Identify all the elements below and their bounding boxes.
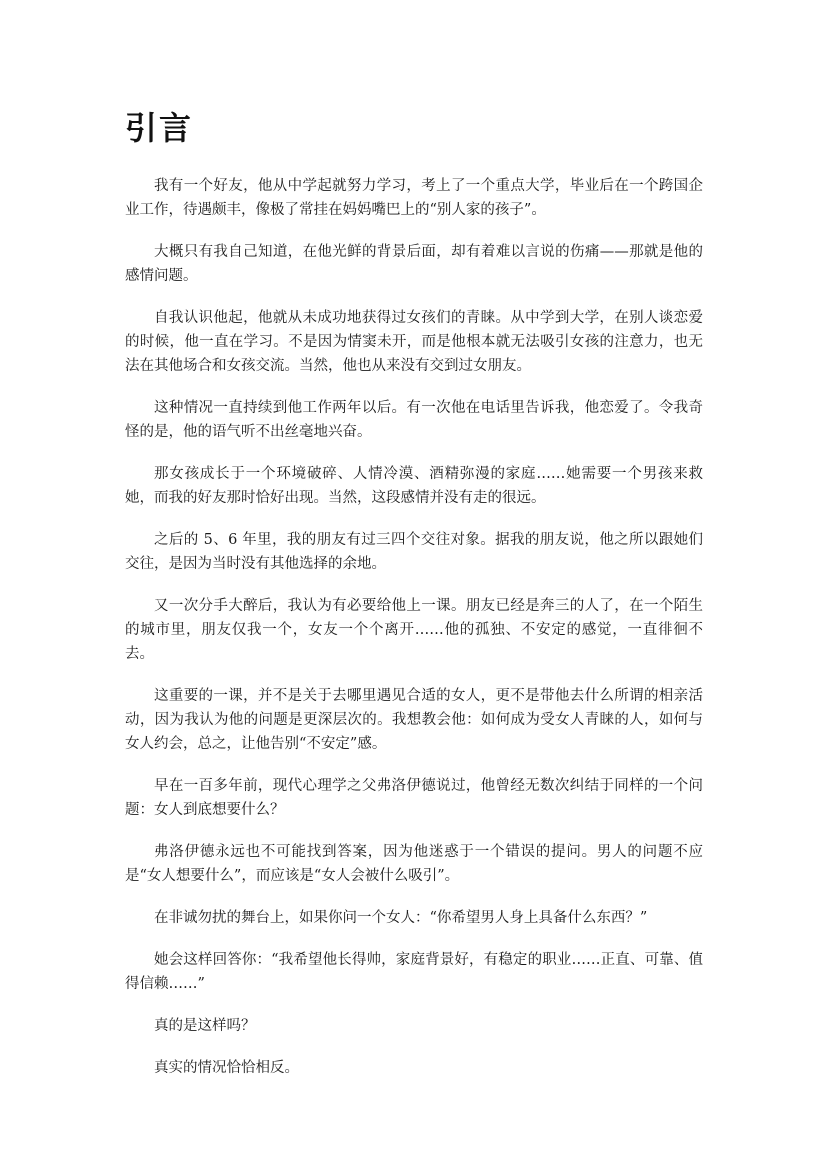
page-title: 引言 — [125, 109, 194, 147]
paragraph-5: 那女孩成长于一个环境破碎、人情冷漠、酒精弥漫的家庭……她需要一个男孩来救她，而我的好友那时恰好出现。当然，这段感情并没有走的很远。 — [125, 466, 703, 506]
paragraph-14: 真实的情况恰恰相反。 — [154, 1060, 299, 1076]
paragraph-13: 真的是这样吗？ — [154, 1018, 256, 1034]
paragraph-4: 这种情况一直持续到他工作两年以后。有一次他在电话里告诉我，他恋爱了。令我奇怪的是，他的语气听不出丝毫地兴奋。 — [125, 400, 703, 440]
paragraph-11: 在非诚勿扰的舞台上，如果你问一个女人：“你希望男人身上具备什么东西？” — [154, 910, 648, 926]
paragraph-10: 弗洛伊德永远也不可能找到答案，因为他迷惑于一个错误的提问。男人的问题不应是“女人想要什么”，而应该是“女人会被什么吸引”。 — [125, 844, 703, 884]
document-body — [125, 174, 703, 1098]
paragraph-3: 自我认识他起，他就从未成功地获得过女孩们的青睐。从中学到大学，在别人谈恋爱的时候，他一直在学习。不是因为情窦未开，而是他根本就无法吸引女孩的注意力，也无法在其他场合和女孩交流。当然，他也从来没有交到过女朋友。 — [125, 310, 703, 374]
paragraph-7: 又一次分手大醉后，我认为有必要给他上一课。朋友已经是奔三的人了，在一个陌生的城市里，朋友仅我一个，女友一个个离开……他的孤独、不安定的感觉，一直徘徊不去。 — [125, 598, 703, 662]
paragraph-8: 这重要的一课，并不是关于去哪里遇见合适的女人，更不是带他去什么所谓的相亲活动，因为我认为他的问题是更深层次的。我想教会他：如何成为受女人青睐的人，如何与女人约会，总之，让他告别“不安定”感。 — [125, 688, 703, 752]
paragraph-9: 早在一百多年前，现代心理学之父弗洛伊德说过，他曾经无数次纠结于同样的一个问题：女人到底想要什么？ — [125, 778, 703, 818]
paragraph-6: 之后的 5、6 年里，我的朋友有过三四个交往对象。据我的朋友说，他之所以跟她们交往，是因为当时没有其他选择的余地。 — [125, 532, 703, 572]
paragraph-12: 她会这样回答你：“我希望他长得帅，家庭背景好，有稳定的职业……正直、可靠、值得信赖……” — [125, 952, 703, 992]
paragraph-2: 大概只有我自己知道，在他光鲜的背景后面，却有着难以言说的伤痛——那就是他的感情问题。 — [125, 244, 703, 284]
paragraph-1: 我有一个好友，他从中学起就努力学习，考上了一个重点大学，毕业后在一个跨国企业工作，待遇颇丰，像极了常挂在妈妈嘴巴上的“别人家的孩子”。 — [125, 178, 703, 218]
